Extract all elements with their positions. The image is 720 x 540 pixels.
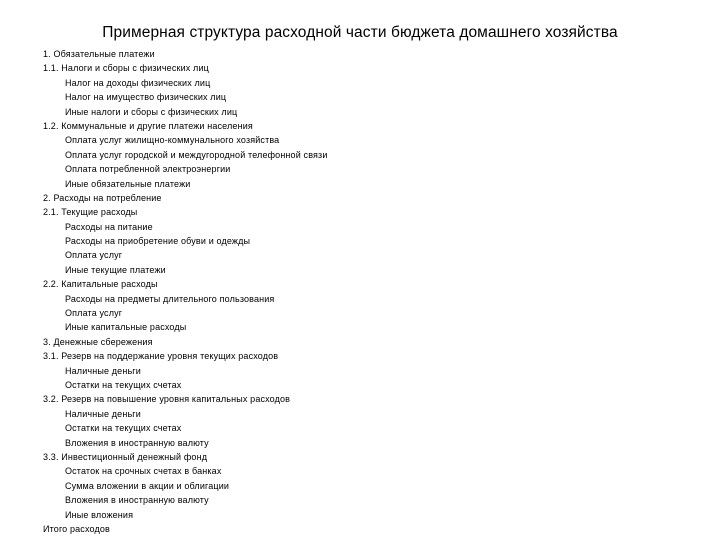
budget-subitem: Наличные деньги: [65, 365, 141, 376]
budget-subitem: Оплата услуг: [65, 308, 123, 319]
budget-subitem: Иные налоги и сборы с физических лиц: [65, 106, 238, 117]
budget-subitem: Налог на имущество физических лиц: [65, 92, 227, 103]
budget-subitem: Расходы на питание: [65, 221, 153, 232]
budget-subsection: 2.1. Текущие расходы: [43, 207, 138, 218]
budget-subsection: 1.2. Коммунальные и другие платежи населения: [43, 120, 253, 131]
budget-subitem: Расходы на предметы длительного пользования: [65, 293, 275, 304]
budget-section: 3. Денежные сбережения: [43, 336, 153, 347]
budget-subitem: Оплата услуг городской и междугородной телефонной связи: [65, 149, 328, 160]
budget-subitem: Наличные деньги: [65, 408, 141, 419]
budget-subitem: Остатки на текущих счетах: [65, 379, 182, 390]
budget-subitem: Иные вложения: [65, 509, 134, 520]
budget-subitem: Остатки на текущих счетах: [65, 423, 182, 434]
budget-subsection: 2.2. Капитальные расходы: [43, 279, 158, 290]
budget-subitem: Оплата услуг: [65, 250, 123, 261]
budget-subitem: Вложения в иностранную валюту: [65, 437, 209, 448]
budget-subitem: Оплата услуг жилищно-коммунального хозяйства: [65, 135, 280, 146]
budget-subsection: 1.1. Налоги и сборы с физических лиц: [43, 63, 209, 74]
budget-section: 1. Обязательные платежи: [43, 49, 155, 59]
budget-subitem: Расходы на приобретение обуви и одежды: [65, 236, 251, 247]
budget-subitem: Иные капитальные расходы: [65, 322, 187, 333]
budget-subsection: 3.3. Инвестиционный денежный фонд: [43, 451, 208, 462]
budget-subitem: Сумма вложении в акции и облигации: [65, 480, 230, 491]
budget-subitem: Иные текущие платежи: [65, 264, 166, 275]
budget-subitem: Остаток на срочных счетах в банках: [65, 466, 222, 477]
budget-subitem: Вложения в иностранную валюту: [65, 495, 209, 506]
page-title: Примерная структура расходной части бюджета домашнего хозяйства: [102, 24, 618, 41]
budget-subitem: Оплата потребленной электроэнергии: [65, 164, 231, 175]
budget-subsection: 3.2. Резерв на повышение уровня капитальных расходов: [43, 394, 291, 405]
budget-subsection: 3.1. Резерв на поддержание уровня текущих расходов: [43, 351, 279, 362]
budget-section: 2. Расходы на потребление: [43, 192, 162, 203]
budget-section: Итого расходов: [43, 523, 110, 534]
budget-subitem: Налог на доходы физических лиц: [65, 77, 211, 88]
budget-structure-list: [43, 47, 328, 536]
budget-subitem: Иные обязательные платежи: [65, 178, 191, 189]
